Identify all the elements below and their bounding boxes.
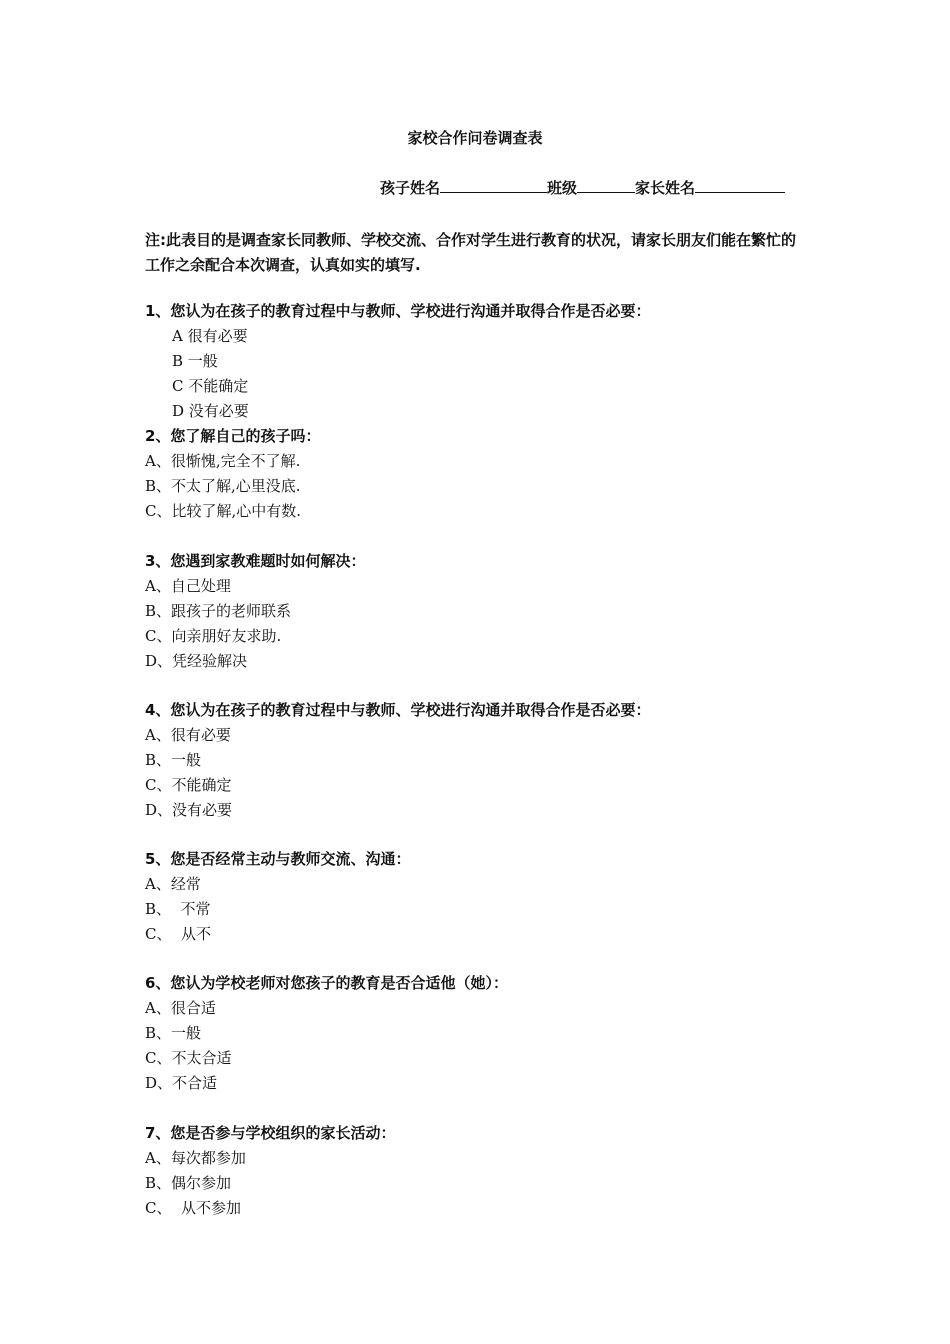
option-a[interactable]: A、很有必要 <box>145 726 231 744</box>
question-text: 7、您是否参与学校组织的家长活动： <box>145 1124 396 1142</box>
child-name-label: 孩子姓名 <box>380 179 441 197</box>
question-text: 2、您了解自己的孩子吗： <box>145 427 321 445</box>
parent-name-label: 家长姓名 <box>635 179 696 197</box>
option-b[interactable]: B 一般 <box>172 352 218 370</box>
question-4 <box>145 698 845 823</box>
option-b[interactable]: B、一般 <box>145 751 202 769</box>
child-name-blank[interactable] <box>440 177 547 193</box>
option-a[interactable]: A 很有必要 <box>172 327 248 345</box>
option-a[interactable]: A、很合适 <box>145 999 216 1017</box>
question-text: 6、您认为学校老师对您孩子的教育是否合适他（她）： <box>145 974 508 992</box>
option-b[interactable]: B、不太了解,心里没底. <box>145 477 301 495</box>
survey-note: 注:此表目的是调查家长同教师、学校交流、合作对学生进行教育的状况，请家长朋友们能在繁忙的工作之余配合本次调查，认真如实的填写. <box>145 231 797 274</box>
question-2 <box>145 424 845 524</box>
question-text: 5、您是否经常主动与教师交流、沟通： <box>145 850 411 868</box>
question-text: 3、您遇到家教难题时如何解决： <box>145 552 366 570</box>
option-d[interactable]: D 没有必要 <box>172 402 249 420</box>
option-b[interactable]: B、偶尔参加 <box>145 1174 232 1192</box>
class-blank[interactable] <box>577 177 635 193</box>
option-c[interactable]: C、 从不 <box>145 925 212 943</box>
question-1 <box>145 299 845 424</box>
question-7 <box>145 1121 845 1221</box>
option-d[interactable]: D、凭经验解决 <box>145 652 248 670</box>
option-c[interactable]: C、不能确定 <box>145 776 232 794</box>
question-text: 4、您认为在孩子的教育过程中与教师、学校进行沟通并取得合作是否必要： <box>145 701 651 719</box>
question-3 <box>145 549 845 674</box>
page-title: 家校合作问卷调查表 <box>407 129 543 147</box>
option-b[interactable]: B、一般 <box>145 1024 202 1042</box>
option-c[interactable]: C 不能确定 <box>172 377 249 395</box>
option-a[interactable]: A、自己处理 <box>145 577 231 595</box>
question-5 <box>145 847 845 947</box>
option-d[interactable]: D、不合适 <box>145 1074 218 1092</box>
option-a[interactable]: A、每次都参加 <box>145 1149 246 1167</box>
option-c[interactable]: C、向亲朋好友求助. <box>145 627 282 645</box>
option-d[interactable]: D、没有必要 <box>145 801 233 819</box>
option-a[interactable]: A、经常 <box>145 875 201 893</box>
info-line <box>380 177 785 198</box>
class-label: 班级 <box>547 179 578 197</box>
parent-name-blank[interactable] <box>695 177 785 193</box>
option-c[interactable]: C、比较了解,心中有数. <box>145 502 302 520</box>
option-c[interactable]: C、不太合适 <box>145 1049 232 1067</box>
option-c[interactable]: C、 从不参加 <box>145 1199 242 1217</box>
question-text: 1、您认为在孩子的教育过程中与教师、学校进行沟通并取得合作是否必要： <box>145 302 651 320</box>
option-b[interactable]: B、跟孩子的老师联系 <box>145 602 292 620</box>
question-6 <box>145 971 845 1096</box>
option-b[interactable]: B、 不常 <box>145 900 211 918</box>
option-a[interactable]: A、很惭愧,完全不了解. <box>145 452 301 470</box>
